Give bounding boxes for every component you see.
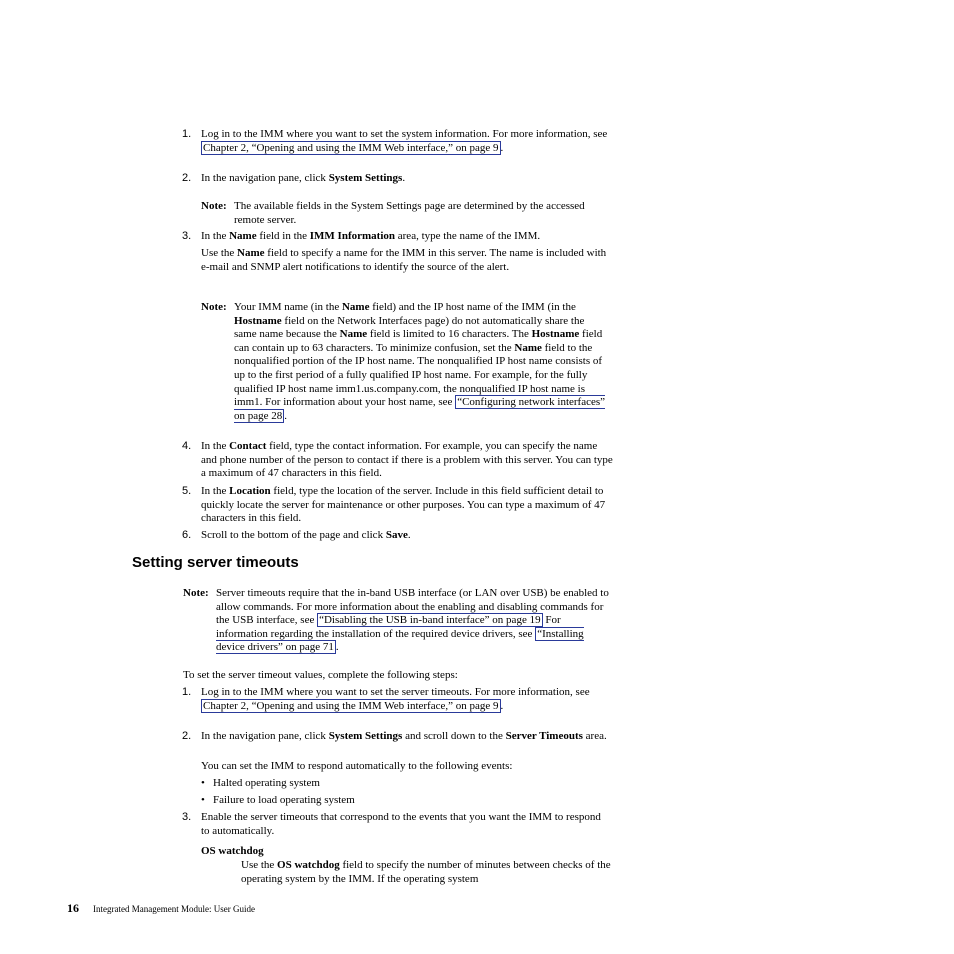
step-2 xyxy=(201,172,613,186)
step-number: 1. xyxy=(182,128,192,140)
punct: . xyxy=(500,699,504,712)
step-text: field in the xyxy=(256,230,310,242)
xref-link[interactable]: “Configuring network interfaces” on page 28 xyxy=(234,396,606,422)
step-number: 3. xyxy=(182,811,192,823)
step-1 xyxy=(201,686,613,713)
note-label: Note: xyxy=(201,301,227,313)
def-fragment: field to specify the number of minutes between checks of the operating system by the IMM. If the operating system xyxy=(241,859,611,885)
ui-label: Name xyxy=(339,328,368,341)
punct: . xyxy=(500,141,504,154)
note-label: Note: xyxy=(201,200,227,212)
note-fragment: For information regarding the installation of the required device drivers, see xyxy=(216,614,561,640)
ui-label: IMM Information xyxy=(309,230,396,242)
bullet-icon: • xyxy=(201,794,205,806)
step-number: 4. xyxy=(182,440,192,452)
ui-label: Hostname xyxy=(234,314,282,327)
step-2 xyxy=(201,730,613,744)
note-fragment: field) and the IP host name of the IMM (in the xyxy=(369,301,576,313)
para-text: field to specify a name for the IMM in this server. The name is included with e-mail and SNMP alert notifications to identify the source of the alert. xyxy=(201,247,607,273)
ui-label: Server Timeouts xyxy=(505,730,583,742)
punct: . xyxy=(402,172,406,184)
note-text xyxy=(234,301,607,423)
list-item: Halted operating system xyxy=(213,777,320,789)
note-fragment: field is limited to 16 characters. The xyxy=(367,328,532,341)
step-number: 2. xyxy=(182,172,192,184)
step-text: Log in to the IMM where you want to set the system information. For more information, see xyxy=(201,128,608,140)
step-text: In the xyxy=(201,230,230,242)
para-text: Use the xyxy=(201,247,238,259)
definition-term: OS watchdog xyxy=(201,845,264,857)
step-5 xyxy=(201,485,613,526)
note-fragment: field to the nonqualified portion of the IP host name. The nonqualified IP host name consists of up to the first period of a fully qualified IP host name. For example, for the fully qualified IP host name imm1.us.company.com, the nonqualified IP host name is imm1. For information about your host name, see xyxy=(234,341,603,409)
step-3: Enable the server timeouts that correspond to the events that you want the IMM to respond to automatically. xyxy=(201,811,601,837)
step-3 xyxy=(201,230,613,244)
step-text: In the navigation pane, click xyxy=(201,172,329,184)
note-fragment: field on the Network Interfaces page) do not automatically share the same name because the xyxy=(234,314,585,341)
step-text: In the xyxy=(201,440,230,452)
step-number: 1. xyxy=(182,686,192,698)
step-text: Scroll to the bottom of the page and click xyxy=(201,529,386,541)
ui-label: System Settings xyxy=(328,172,403,184)
ui-label: Hostname xyxy=(531,328,580,341)
bullet-icon: • xyxy=(201,777,205,789)
ui-label: Name xyxy=(341,301,370,313)
definition-text xyxy=(241,859,613,886)
step-text: area. xyxy=(582,730,607,742)
punct: . xyxy=(335,641,339,654)
list-item: Failure to load operating system xyxy=(213,794,355,806)
xref-link[interactable]: “Installing device drivers” on page 71 xyxy=(216,627,584,654)
step-text: Log in to the IMM where you want to set the server timeouts. For more information, see xyxy=(201,686,590,698)
page-number: 16 xyxy=(67,901,79,915)
step-text: field, type the location of the server. Include in this field sufficient detail to quickly locate the server for maintenance or other purposes. You can type a maximum of 47 characters in this field. xyxy=(201,485,606,525)
step-4 xyxy=(201,440,613,481)
step-number: 3. xyxy=(182,230,192,242)
step-number: 5. xyxy=(182,485,192,497)
ui-label: OS watchdog xyxy=(277,859,340,871)
step-text: In the xyxy=(201,485,230,497)
step-3-paragraph xyxy=(201,247,613,274)
ui-label: Name xyxy=(229,230,257,242)
note-label: Note: xyxy=(183,587,209,599)
xref-link[interactable]: Chapter 2, “Opening and using the IMM Web interface,” on page 9 xyxy=(203,141,499,154)
punct: . xyxy=(284,409,288,422)
step-2-paragraph: You can set the IMM to respond automatically to the following events: xyxy=(201,760,513,772)
ui-label: Save xyxy=(385,529,408,541)
note-fragment: field can contain up to 63 characters. To minimize confusion, set the xyxy=(234,328,603,354)
section-heading: Setting server timeouts xyxy=(132,554,299,571)
step-text: area, type the name of the IMM. xyxy=(395,230,541,242)
note-text: The available fields in the System Settings page are determined by the accessed remote server. xyxy=(234,200,585,226)
step-number: 2. xyxy=(182,730,192,742)
ui-label: Name xyxy=(237,247,265,259)
def-fragment: Use the xyxy=(241,859,278,871)
ui-label: Contact xyxy=(229,440,267,452)
punct: . xyxy=(407,529,411,541)
ui-label: System Settings xyxy=(328,730,403,742)
note-text xyxy=(216,587,612,655)
xref-link[interactable]: Chapter 2, “Opening and using the IMM Web interface,” on page 9 xyxy=(203,699,499,712)
note-fragment: Your IMM name (in the xyxy=(234,301,342,313)
step-1 xyxy=(201,128,613,155)
ui-label: Name xyxy=(514,341,542,354)
ui-label: Location xyxy=(229,485,271,497)
xref-link[interactable]: “Disabling the USB in-band interface” on page 19 xyxy=(319,614,541,627)
intro-text: To set the server timeout values, complete the following steps: xyxy=(183,669,458,681)
step-text: field, type the contact information. For example, you can specify the name and phone number of the person to contact if there is a problem with this server. You can type a maximum of 47 characters in this field. xyxy=(201,440,613,480)
footer-title: Integrated Management Module: User Guide xyxy=(93,904,255,914)
step-text: In the navigation pane, click xyxy=(201,730,329,742)
step-6 xyxy=(201,529,613,543)
step-number: 6. xyxy=(182,529,192,541)
note-fragment: Server timeouts require that the in-band USB interface (or LAN over USB) be enabled to allow commands. For more information about the enabling and disabling commands for the USB interface, see xyxy=(216,587,609,627)
step-text: and scroll down to the xyxy=(402,730,506,742)
